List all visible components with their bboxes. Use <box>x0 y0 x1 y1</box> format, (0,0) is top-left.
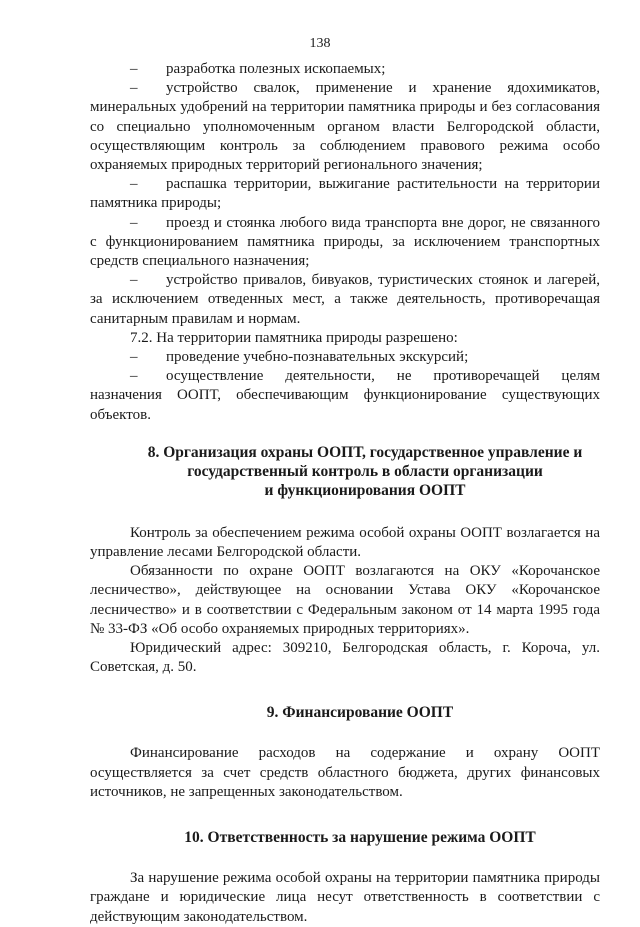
section-8-heading-line: государственный контроль в области организации <box>187 462 543 480</box>
section-9-heading: 9. Финансирование ООПТ <box>266 704 454 722</box>
dash-marker: – <box>130 214 138 231</box>
dash-marker: – <box>130 368 138 385</box>
list-item <box>90 348 600 367</box>
dash-marker: – <box>130 80 138 97</box>
list-item <box>90 79 600 175</box>
list-item-text: проведение учебно-познавательных экскурсий; <box>166 349 469 366</box>
list-item-text: осуществление деятельности, не противоречащей целям назначения ООПТ, обеспечивающим функционирование существующих объектов. <box>90 368 600 423</box>
list-item-text: разработка полезных ископаемых; <box>166 61 386 77</box>
dash-marker: – <box>130 272 138 289</box>
document-body <box>90 60 600 927</box>
section-10-paragraph: За нарушение режима особой охраны на территории памятника природы граждане и юридические лица несут ответственность в соответствии с действующим законодательством. <box>90 870 600 925</box>
list-item <box>90 271 600 329</box>
section-8-paragraph: Обязанности по охране ООПТ возлагаются на ОКУ «Корочанское лесничество», действующее на основании Устава ОКУ «Корочанское лесничество» и в соответствии с Федеральным законом от 14 марта 1995 года № 33-ФЗ «Об особо охраняемых природных территориях». <box>90 563 600 637</box>
list-item <box>90 60 600 79</box>
list-item-text: устройство привалов, бивуаков, туристических стоянок и лагерей, за исключением отведенных мест, а также деятельность, противоречащая санитарным правилам и нормам. <box>90 272 600 327</box>
section-7-2-intro: 7.2. На территории памятника природы разрешено: <box>130 329 458 346</box>
page-number: 138 <box>309 36 331 51</box>
dash-marker: – <box>130 349 138 366</box>
section-8-heading <box>90 443 600 500</box>
section-8-paragraph: Контроль за обеспечением режима особой охраны ООПТ возлагается на управление лесами Белгородской области. <box>90 524 600 561</box>
list-item-text: устройство свалок, применение и хранение ядохимикатов, минеральных удобрений на территории памятника природы и без согласования со специально уполномоченным органом власти Белгородской области, осуществляющим контроль за соблюдением правового режима особо охраняемых природных территорий регионального значения; <box>90 80 600 174</box>
list-item-text: проезд и стоянка любого вида транспорта вне дорог, не связанного с функционированием памятника природы, за исключением транспортных средств специального назначения; <box>90 214 600 270</box>
dash-marker: – <box>130 61 138 77</box>
section-8-heading-line: 8. Организация охраны ООПТ, государственное управление и <box>147 443 583 461</box>
list-item <box>90 367 600 425</box>
section-10-heading: 10. Ответственность за нарушение режима ООПТ <box>184 829 536 847</box>
list-item-text: распашка территории, выжигание растительности на территории памятника природы; <box>90 176 600 212</box>
list-item <box>90 214 600 272</box>
section-8-address: Юридический адрес: 309210, Белгородская область, г. Короча, ул. Советская, д. 50. <box>90 640 600 676</box>
section-9-paragraph: Финансирование расходов на содержание и охрану ООПТ осуществляется за счет средств областного бюджета, других финансовых источников, не запрещенных законодательством. <box>90 745 600 800</box>
dash-marker: – <box>130 176 138 193</box>
section-8-heading-line: и функционирования ООПТ <box>264 481 466 499</box>
list-item <box>90 175 600 213</box>
